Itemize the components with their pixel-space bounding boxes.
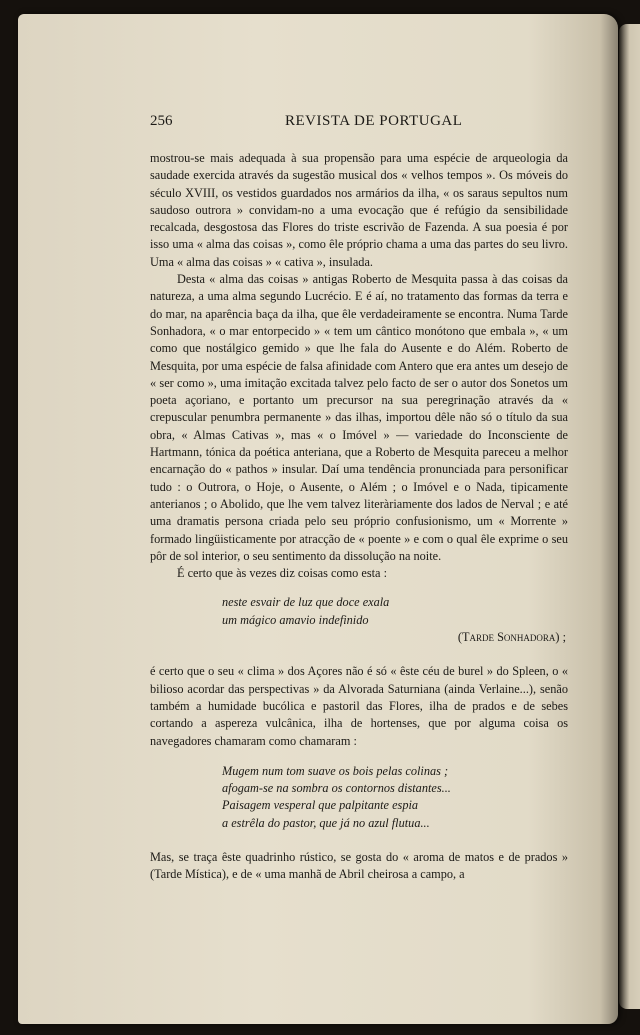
quote-line: a estrêla do pastor, que já no azul flutua... xyxy=(222,815,430,830)
paragraph-2: Desta « alma das coisas » antigas Roberto de Mesquita passa à das coisas da natureza, a uma alma segundo Lucrécio. E é aí, no tratamento das formas da terra e do mar, na aparência baça da ilha, que êle verdadeiramente se encontra. Numa Tarde Sonhadora, « o mar entorpecido » « tem um cântico monótono que embala », « um como que nostálgico gemido » que lhe fala do Ausente e do Além. Roberto de Mesquita, por uma espécie de falsa afinidade com Antero que era antes um desejo de « ser como », uma imitação excitada talvez pelo facto de ser o autor dos Sonetos um poeta açoriano, e portanto um precursor na sua peregrinação através da « crepuscular penumbra permanente » das ilhas, importou dêle não só o título da sua obra, « Almas Cativas », mas « o Imóvel » — variedade do Inconsciente de Hartmann, tónica da poética anteriana, que a Roberto de Mesquita pareceu a melhor encarnação do « pathos » insular. Daí uma tendência pronunciada para personificar tudo : o Outrora, o Hoje, o Ausente, o Além ; o Imóvel e o Nada, tipicamente anterianos ; o Abolido, que lhe vem talvez literàriamente dos lados de Nerval ; e até uma dramatis persona criada pelo seu próprio confusionismo, um « Morrente » formado lingüisticamente por atracção de « poente » e com o qual êle exprime o seu pôr de sol interior, o seu sentimento da dissolução na noite. xyxy=(150,272,568,563)
quote-attribution: (Tarde Sonhadora) ; xyxy=(457,630,566,645)
spacer xyxy=(150,832,568,849)
page-number: 256 xyxy=(150,113,173,129)
body-text xyxy=(150,150,568,884)
paragraph-3: É certo que às vezes diz coisas como esta : xyxy=(177,566,387,581)
quote-line: afogam-se na sombra os contornos distantes... xyxy=(222,781,451,796)
spacer xyxy=(150,582,568,594)
quote-line: neste esvair de luz que doce exala xyxy=(222,595,390,610)
paragraph-1: mostrou-se mais adequada à sua propensão para uma espécie de arqueologia da saudade exercida através da sugestão musical dos « velhos tempos ». Os móveis do século XVIII, os vestidos guardados nos armários da ilha, « os saraus sepultos num saudoso outrora » convidam-no a uma evocação que é refúgio da sensibilidade recalcada, desgostosa das Flores do triste escrivão de Fazenda. A sua poesia é por isso uma « alma das coisas », como êle próprio chama a uma das partes do seu livro. Uma « alma das coisas » « cativa », insulada. xyxy=(150,151,568,269)
spacer xyxy=(150,646,568,663)
quotation-flores xyxy=(150,763,568,832)
paragraph-4: é certo que o seu « clima » dos Açores não é só « êste céu de burel » do Spleen, o « bilioso acordar das perspectivas » da Alvorada Saturniana (ainda Verlaine...), senão também a humidade bucólica e pastoril das Flores, ilha de prados e de sebes cortando a aspereza vulcânica, ilha de hortenses, que por alguma coisa os navegadores chamaram como chamaram : xyxy=(150,664,568,748)
running-header xyxy=(150,113,568,133)
quote-line: Mugem num tom suave os bois pelas colinas ; xyxy=(222,763,449,778)
quote-line: Paisagem vesperal que palpitante espia xyxy=(222,798,419,813)
adjacent-page-edge xyxy=(619,24,640,1009)
quotation-tarde-sonhadora xyxy=(150,594,568,629)
paragraph-5: Mas, se traça êste quadrinho rústico, se gosta do « aroma de matos e de prados » (Tarde Mística), e de « uma manhã de Abril cheirosa a campo, a xyxy=(150,849,568,882)
journal-title: REVISTA DE PORTUGAL xyxy=(285,113,463,129)
quote-line: um mágico amavio indefinido xyxy=(222,612,369,627)
spacer xyxy=(150,750,568,763)
